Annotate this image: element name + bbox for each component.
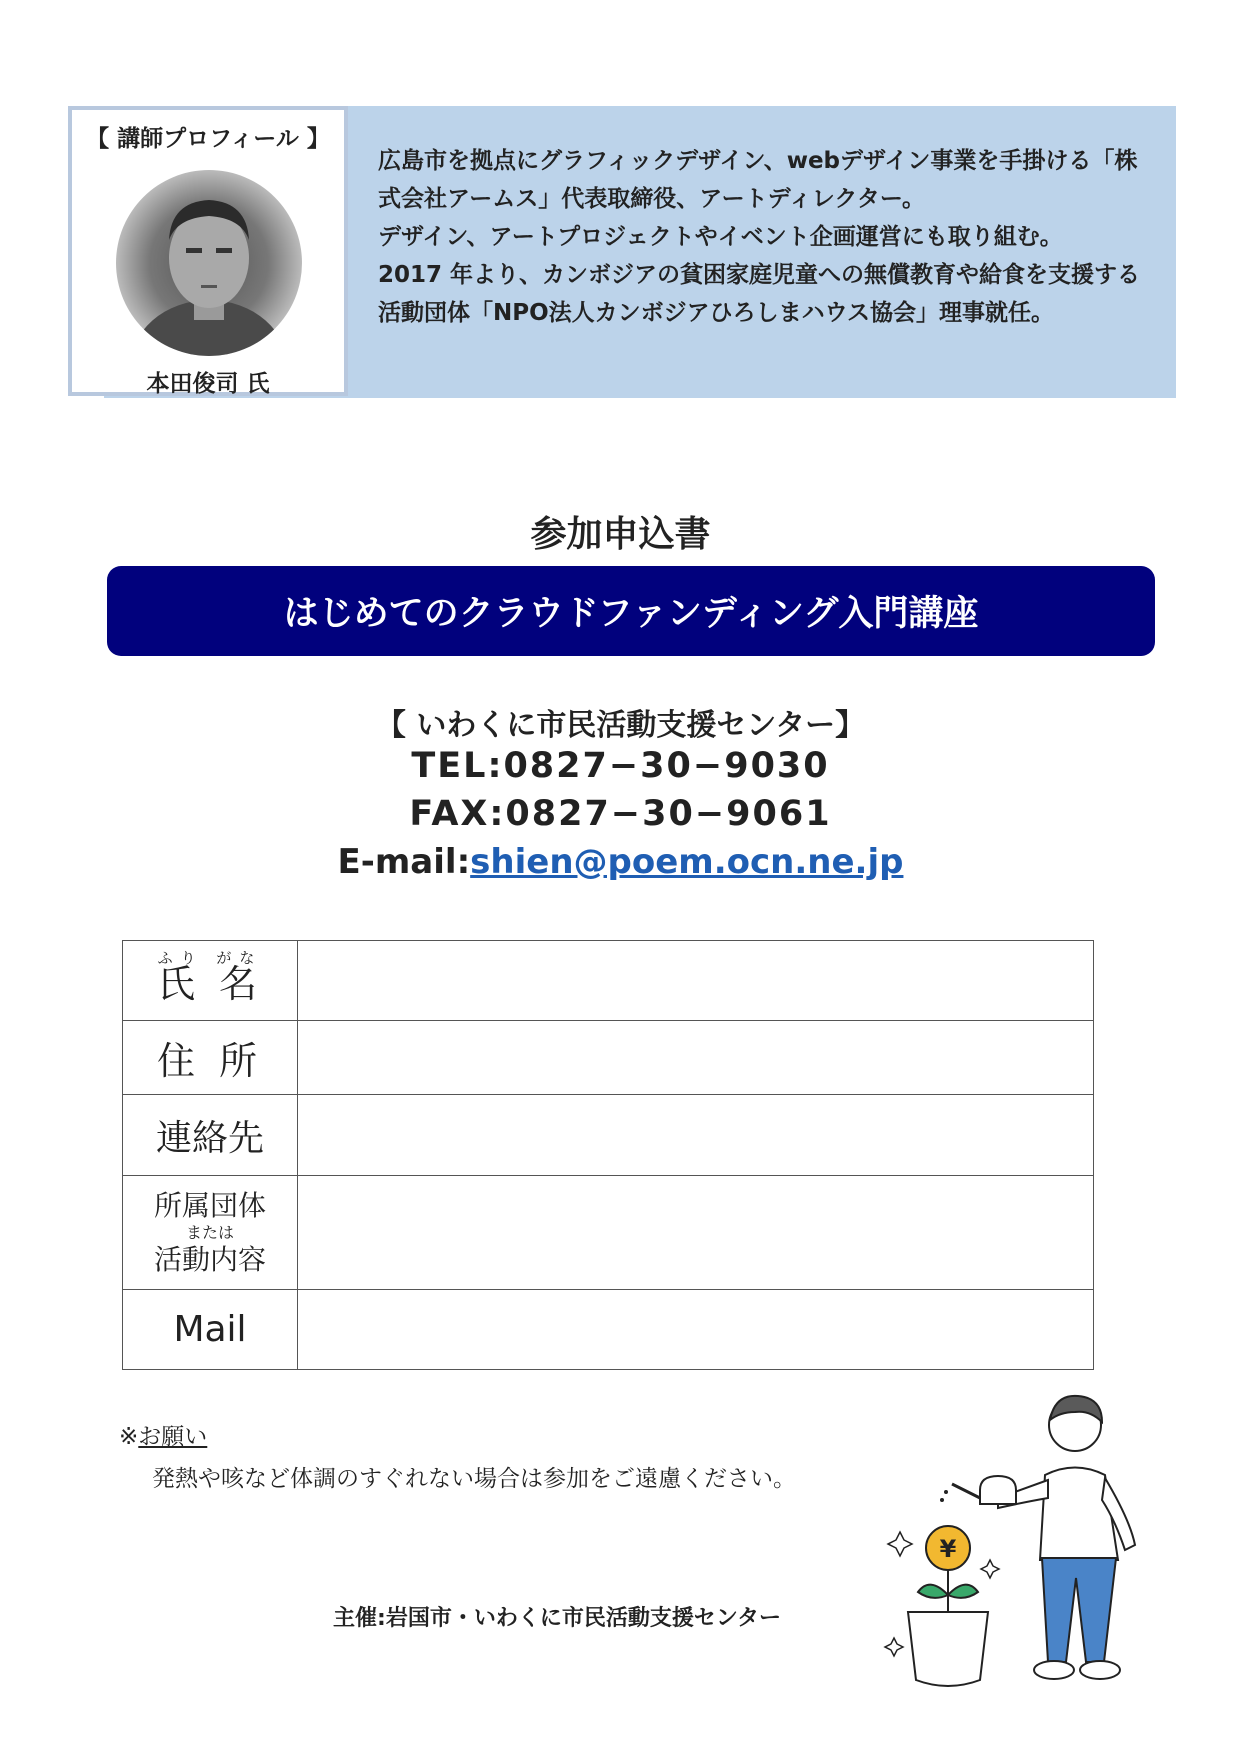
contact-fax: FAX:0827−30−9061 xyxy=(409,794,832,834)
profile-paragraph: 広島市を拠点にグラフィックデザイン、webデザイン事業を手掛ける「株式会社アームス」代表取締役、アートディレクター。 xyxy=(378,148,1138,212)
contact-organization: 【 いわくに市民活動支援センター】 xyxy=(375,708,866,743)
course-title: はじめてのクラウドファンディング入門講座 xyxy=(283,594,979,634)
speaker-name: 本田俊司 氏 xyxy=(146,371,270,397)
contact-field[interactable] xyxy=(298,1095,1094,1176)
mail-label-cell xyxy=(123,1290,298,1370)
contact-label: 連絡先 xyxy=(155,1117,264,1159)
watering-plant-illustration xyxy=(880,1380,1180,1700)
contact-info xyxy=(0,700,1241,890)
organizer-text: 主催:岩国市・いわくに市民活動支援センター xyxy=(333,1606,781,1631)
or-label: または xyxy=(185,1222,234,1242)
organization-label: 所属団体 xyxy=(153,1188,266,1222)
name-label-cell xyxy=(123,941,298,1021)
note-title: お願い xyxy=(138,1424,208,1450)
email-link[interactable]: shien@poem.ocn.ne.jp xyxy=(470,842,904,882)
organization-label-cell xyxy=(123,1176,298,1290)
organization-field[interactable] xyxy=(298,1176,1094,1290)
activity-label: 活動内容 xyxy=(153,1242,266,1276)
table-row xyxy=(123,1176,1094,1290)
application-form-table xyxy=(122,940,1094,1370)
speaker-card xyxy=(68,106,348,396)
note-body: 発熱や咳など体調のすぐれない場合は参加をご遠慮ください。 xyxy=(152,1466,796,1492)
table-row xyxy=(123,1290,1094,1370)
address-field[interactable] xyxy=(298,1021,1094,1095)
note-heading xyxy=(119,1418,207,1451)
form-title: 参加申込書 xyxy=(530,514,711,555)
profile-description xyxy=(378,142,1158,332)
address-label: 住 所 xyxy=(156,1039,264,1083)
table-row xyxy=(123,1021,1094,1095)
contact-phone: TEL:0827−30−9030 xyxy=(411,746,830,786)
name-furigana: ふり がな xyxy=(157,949,263,967)
speaker-photo xyxy=(116,170,302,356)
address-label-cell xyxy=(123,1021,298,1095)
name-label: 氏 名 xyxy=(156,962,264,1006)
name-field[interactable] xyxy=(298,941,1094,1021)
mail-field[interactable] xyxy=(298,1290,1094,1370)
profile-heading: 【 講師プロフィール 】 xyxy=(86,126,330,152)
mail-label: Mail xyxy=(173,1309,247,1350)
note-mark: ※ xyxy=(119,1424,139,1450)
contact-label-cell xyxy=(123,1095,298,1176)
contact-email-line xyxy=(0,842,1241,890)
table-row xyxy=(123,1095,1094,1176)
course-title-banner xyxy=(107,566,1155,656)
profile-paragraph: 2017 年より、カンボジアの貧困家庭児童への無償教育や給食を支援する活動団体「NPO法人カンボジアひろしまハウス協会」理事就任。 xyxy=(378,262,1141,326)
profile-paragraph: デザイン、アートプロジェクトやイベント企画運営にも取り組む。 xyxy=(378,224,1063,250)
email-label: E-mail: xyxy=(337,842,471,882)
yen-symbol: ¥ xyxy=(939,1535,957,1563)
illustration-graphic xyxy=(880,1380,1180,1700)
table-row xyxy=(123,941,1094,1021)
